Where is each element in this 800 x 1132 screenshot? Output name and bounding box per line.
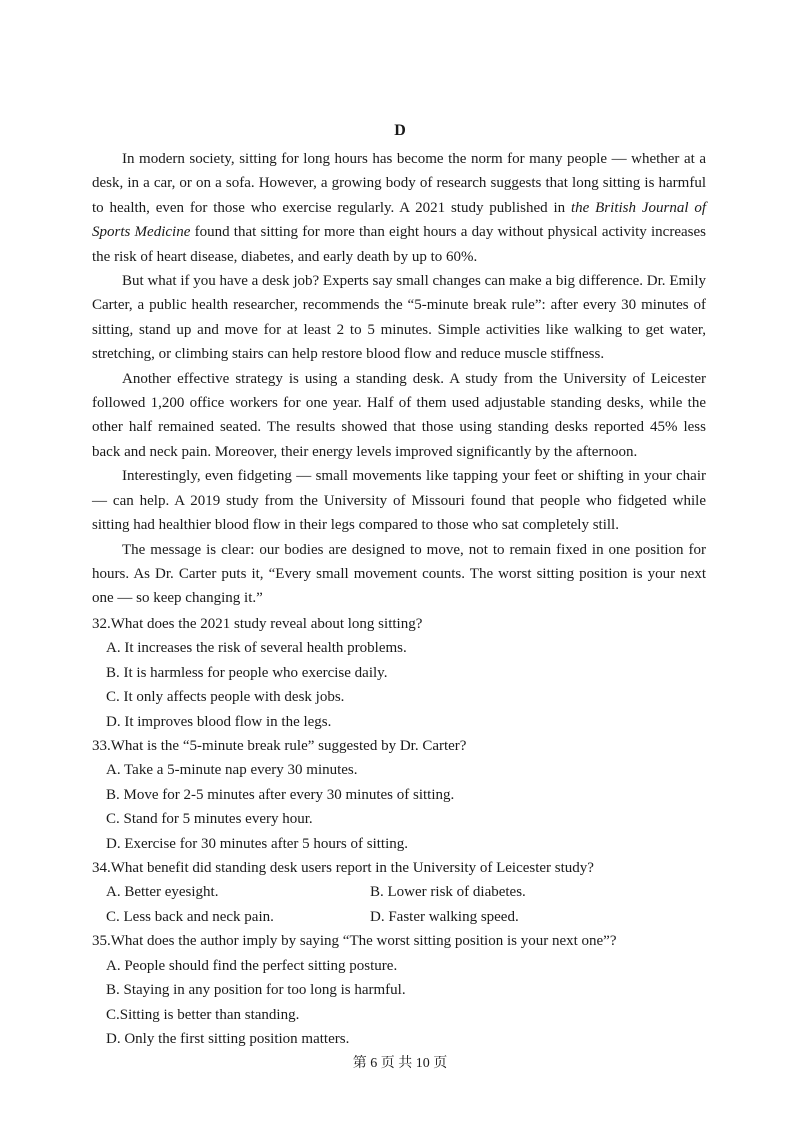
option-d: D. Only the first sitting position matters.: [106, 1030, 350, 1047]
option-b: B. Staying in any position for too long is harmful.: [106, 982, 406, 999]
question-34: [92, 856, 706, 929]
option-c: C. It only affects people with desk jobs.: [106, 689, 345, 706]
question-35: [92, 929, 706, 1051]
option-a: A. People should find the perfect sitting posture.: [106, 957, 398, 974]
journal-title: the British Journal of Sports Medicine: [92, 199, 706, 241]
reading-passage: [92, 147, 706, 611]
passage-paragraph-5: The message is clear: our bodies are designed to move, not to remain fixed in one position for hours. As Dr. Carter puts it, “Every small movement counts. The worst sitting position is your next one — so keep changing it.”: [92, 541, 706, 607]
question-stem: 33.What is the “5-minute break rule” suggested by Dr. Carter?: [92, 738, 467, 755]
question-33: [92, 734, 706, 856]
option-d: D. Faster walking speed.: [370, 908, 519, 925]
passage-text: found that sitting for more than eight hours a day without physical activity increases the risk of heart disease, diabetes, and early death by up to 60%.: [92, 224, 706, 265]
option-c: C.Sitting is better than standing.: [106, 1006, 300, 1023]
option-row: [92, 880, 706, 904]
question-stem: 32.What does the 2021 study reveal about long sitting?: [92, 616, 423, 632]
option-d: D. It improves blood flow in the legs.: [106, 713, 332, 730]
option-b: B. It is harmless for people who exercise daily.: [106, 664, 388, 681]
passage-paragraph-2: But what if you have a desk job? Experts say small changes can make a big difference. Dr. Emily Carter, a public health researcher, recommends the “5-minute break rule”: after every 30 minutes of sitting, stand up and move for at least 2 to 5 minutes. Simple activities like walking to get water, stretching, or climbing stairs can help restore blood flow and reduce muscle stiffness.: [92, 273, 706, 363]
section-label: D: [394, 122, 406, 139]
passage-paragraph-1: [92, 147, 706, 269]
option-a: A. Take a 5-minute nap every 30 minutes.: [106, 762, 358, 779]
option-b: B. Move for 2-5 minutes after every 30 minutes of sitting.: [106, 786, 455, 803]
option-a: A. Better eyesight.: [106, 884, 219, 901]
passage-text: In modern society, sitting for long hours has become the norm for many people — whether at a desk, in a car, or on a sofa. However, a growing body of research suggests that long sitting is harmful to health, even for those who exercise regularly. A 2021 study published in: [92, 151, 706, 216]
option-a: A. It increases the risk of several health problems.: [106, 640, 407, 657]
option-row: [92, 905, 706, 929]
question-32: [92, 612, 706, 734]
option-d: D. Exercise for 30 minutes after 5 hours of sitting.: [106, 835, 409, 852]
option-b: B. Lower risk of diabetes.: [370, 884, 526, 901]
option-c: C. Stand for 5 minutes every hour.: [106, 811, 313, 828]
question-stem: 35.What does the author imply by saying “The worst sitting position is your next one”?: [92, 933, 617, 950]
page-number-footer: 第 6 页 共 10 页: [352, 1056, 448, 1071]
passage-paragraph-3: Another effective strategy is using a standing desk. A study from the University of Leicester followed 1,200 office workers for one year. Half of them used adjustable standing desks, while the other half remained seated. The results showed that those using standing desks reported 45% less back and neck pain. Moreover, their energy levels improved significantly by the afternoon.: [92, 370, 706, 460]
question-stem: 34.What benefit did standing desk users report in the University of Leicester study?: [92, 860, 594, 877]
question-list: [92, 612, 706, 1051]
option-c: C. Less back and neck pain.: [106, 908, 274, 925]
passage-paragraph-4: Interestingly, even fidgeting — small movements like tapping your feet or shifting in your chair — can help. A 2019 study from the University of Missouri found that people who fidgeted while sitting had healthier blood flow in their legs compared to those who sat completely still.: [92, 468, 706, 534]
